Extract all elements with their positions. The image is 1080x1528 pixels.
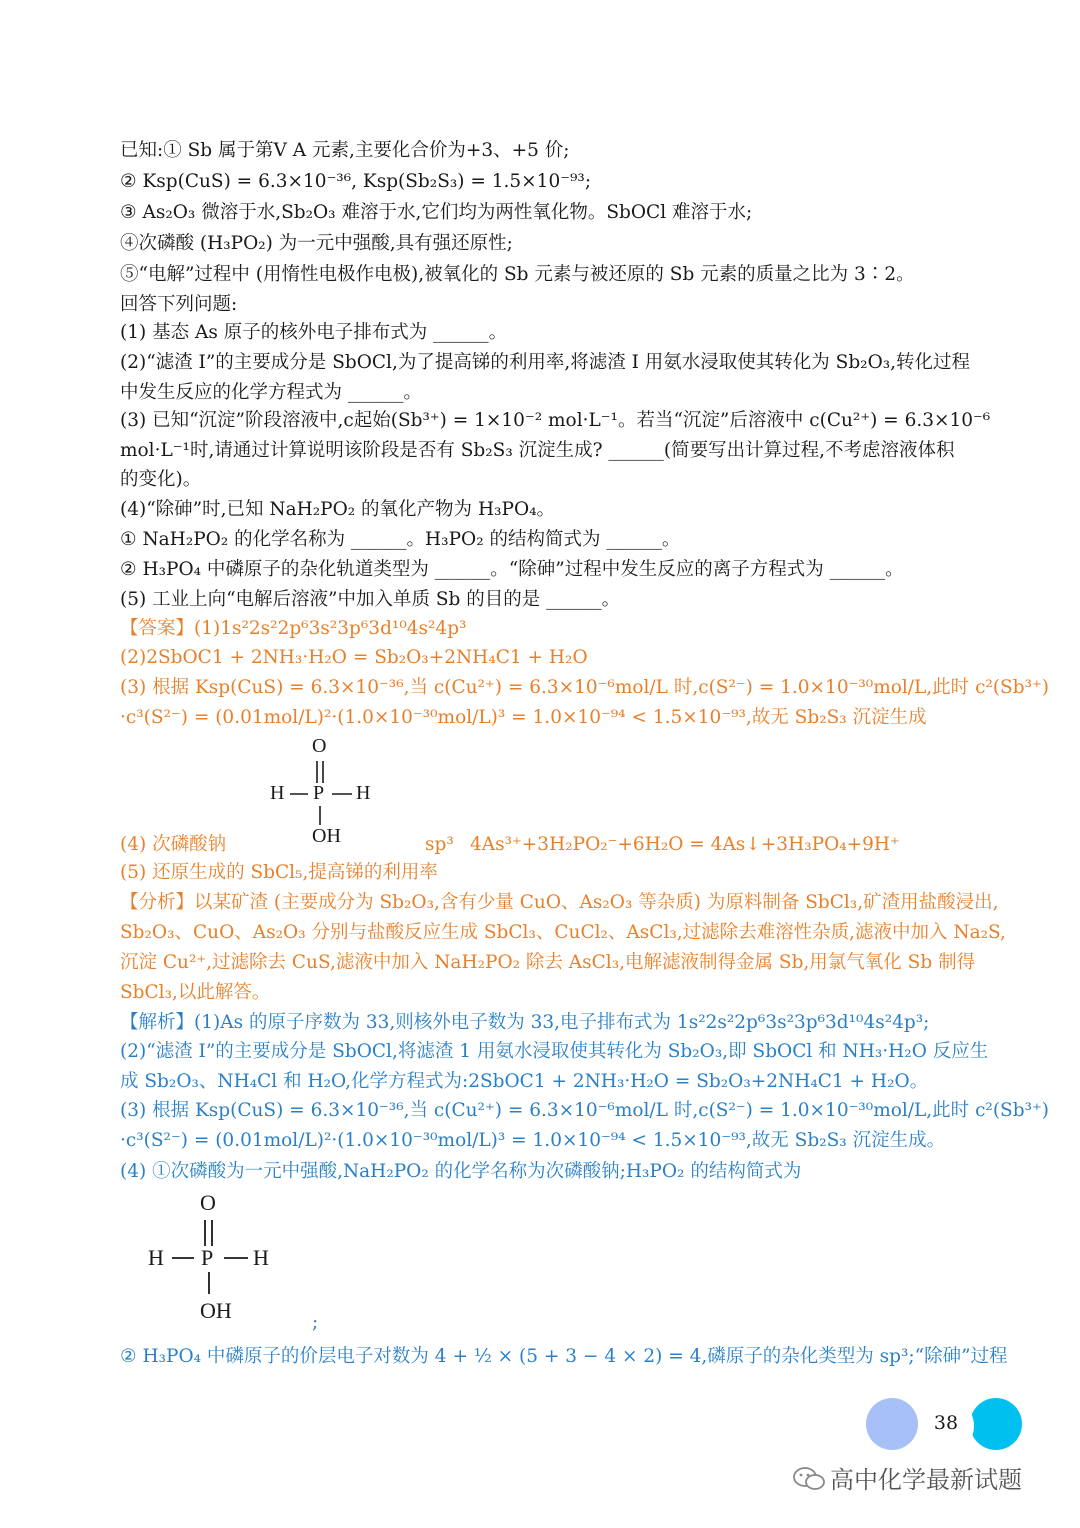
question-line: (2)“滤渣 I”的主要成分是 SbOCl,为了提高锑的利用率,将滤渣 I 用氨水浸取使其转化为 Sb₂O₃,转化过程 (120, 352, 971, 373)
page-circle-left (866, 1398, 918, 1450)
question-line: mol·L⁻¹时,请通过计算说明该阶段是否有 Sb₂S₃ 沉淀生成? ______(简要写出计算过程,不考虑溶液体积 (120, 440, 955, 461)
question-line: 的变化)。 (120, 469, 202, 490)
answer-line: 【答案】(1)1s²2s²2p⁶3s²3p⁶3d¹⁰4s²4p³ (120, 618, 467, 639)
question-line: (3) 已知“沉淀”阶段溶液中,c起始(Sb³⁺) = 1×10⁻² mol·L⁻¹。若当“沉淀”后溶液中 c(Cu²⁺) = 6.3×10⁻⁶ (120, 410, 991, 431)
explanation-line: (4) ①次磷酸为一元中强酸,NaH₂PO₂ 的化学名称为次磷酸钠;H₃PO₂ 的结构简式为 (120, 1161, 802, 1182)
answer5-line: (5) 还原生成的 SbCl₅,提高锑的利用率 (120, 862, 438, 883)
known-line: ③ As₂O₃ 微溶于水,Sb₂O₃ 难溶于水,它们均为两性氧化物。SbOCl 难溶于水; (120, 202, 753, 223)
known-line: 已知:① Sb 属于第Ⅴ A 元素,主要化合价为+3、+5 价; (120, 140, 570, 161)
atom-h: H (253, 1245, 269, 1270)
question-line: 中发生反应的化学方程式为 ______。 (120, 382, 422, 403)
explanation-line: (2)“滤渣 I”的主要成分是 SbOCl,将滤渣 1 用氨水浸取使其转化为 Sb₂O₃,即 SbOCl 和 NH₃·H₂O 反应生 (120, 1041, 989, 1062)
atom-o: O (200, 1190, 216, 1215)
page-number: 38 (933, 1412, 959, 1434)
prompt: 回答下列问题: (120, 294, 238, 315)
atom-h: H (356, 782, 371, 804)
answer-line: ·c³(S²⁻) = (0.01mol/L)²·(1.0×10⁻³⁰mol/L)³ = 1.0×10⁻⁹⁴ < 1.5×10⁻⁹³,故无 Sb₂S₃ 沉淀生成 (120, 707, 927, 728)
known-line: ④次磷酸 (H₃PO₂) 为一元中强酸,具有强还原性; (120, 233, 513, 254)
answer-line: (3) 根据 Ksp(CuS) = 6.3×10⁻³⁶,当 c(Cu²⁺) = 6.3×10⁻⁶mol/L 时,c(S²⁻) = 1.0×10⁻³⁰mol/L,此时 c²(Sb³⁺) (120, 677, 1049, 698)
h3po2-structure (148, 1190, 288, 1325)
known-line: ⑤“电解”过程中 (用惰性电极作电极),被氧化的 Sb 元素与被还原的 Sb 元素的质量之比为 3∶2。 (120, 264, 915, 285)
question-line: ① NaH₂PO₂ 的化学名称为 ______。H₃PO₂ 的结构简式为 ______。 (120, 529, 681, 550)
question-line: (1) 基态 As 原子的核外电子排布式为 ______。 (120, 322, 508, 343)
wechat-icon (792, 1466, 826, 1492)
question-line: ② H₃PO₄ 中磷原子的杂化轨道类型为 ______。“除砷”过程中发生反应的离子方程式为 ______。 (120, 559, 904, 580)
analysis-line: 【分析】以某矿渣 (主要成分为 Sb₂O₃,含有少量 CuO、As₂O₃ 等杂质) 为原料制备 SbCl₃,矿渣用盐酸浸出, (120, 892, 999, 913)
analysis-line: SbCl₃,以此解答。 (120, 982, 271, 1003)
answer4-label: (4) 次磷酸钠 (120, 834, 227, 855)
explanation-last-line: ② H₃PO₄ 中磷原子的价层电子对数为 4 + ½ × (5 + 3 − 4 × 2) = 4,磷原子的杂化类型为 sp³;“除砷”过程 (120, 1346, 1008, 1367)
analysis-line: Sb₂O₃、CuO、As₂O₃ 分别与盐酸反应生成 SbCl₃、CuCl₂、AsCl₃,过滤除去难溶性杂质,滤液中加入 Na₂S, (120, 922, 1006, 943)
atom-o: O (312, 735, 327, 757)
page-circle-right (970, 1398, 1022, 1450)
atom-p: P (313, 782, 325, 804)
atom-h: H (148, 1245, 164, 1270)
answer4-equation: 4As³⁺+3H₂PO₂⁻+6H₂O = 4As↓+3H₃PO₄+9H⁺ (470, 834, 900, 855)
watermark-text: 高中化学最新试题 (830, 1466, 1022, 1494)
atom-p: P (201, 1245, 214, 1270)
page-number-circle (918, 1398, 974, 1454)
question-line: (4)“除砷”时,已知 NaH₂PO₂ 的氧化产物为 H₃PO₄。 (120, 499, 556, 520)
analysis-line: 沉淀 Cu²⁺,过滤除去 CuS,滤液中加入 NaH₂PO₂ 除去 AsCl₃,电解滤液制得金属 Sb,用氯气氧化 Sb 制得 (120, 952, 976, 973)
answer4-sp: sp³ (425, 834, 454, 855)
h3po2-structure (270, 735, 390, 850)
atom-oh: OH (200, 1298, 232, 1323)
answer-line: (2)2SbOC1 + 2NH₃·H₂O = Sb₂O₃+2NH₄C1 + H₂O (120, 647, 588, 668)
atom-oh: OH (312, 825, 341, 847)
question-line: (5) 工业上向“电解后溶液”中加入单质 Sb 的目的是 ______。 (120, 589, 621, 610)
atom-h: H (270, 782, 285, 804)
explanation-line: 【解析】(1)As 的原子序数为 33,则核外电子数为 33,电子排布式为 1s²2s²2p⁶3s²3p⁶3d¹⁰4s²4p³; (120, 1012, 930, 1033)
explanation-line: (3) 根据 Ksp(CuS) = 6.3×10⁻³⁶,当 c(Cu²⁺) = 6.3×10⁻⁶mol/L 时,c(S²⁻) = 1.0×10⁻³⁰mol/L,此时 c²(Sb³⁺) (120, 1100, 1049, 1121)
explanation-line: 成 Sb₂O₃、NH₄Cl 和 H₂O,化学方程式为:2SbOC1 + 2NH₃·H₂O = Sb₂O₃+2NH₄C1 + H₂O。 (120, 1071, 929, 1092)
known-line: ② Ksp(CuS) = 6.3×10⁻³⁶, Ksp(Sb₂S₃) = 1.5×10⁻⁹³; (120, 171, 592, 192)
semicolon: ; (312, 1312, 319, 1333)
explanation-line: ·c³(S²⁻) = (0.01mol/L)²·(1.0×10⁻³⁰mol/L)³ = 1.0×10⁻⁹⁴ < 1.5×10⁻⁹³,故无 Sb₂S₃ 沉淀生成。 (120, 1130, 946, 1151)
